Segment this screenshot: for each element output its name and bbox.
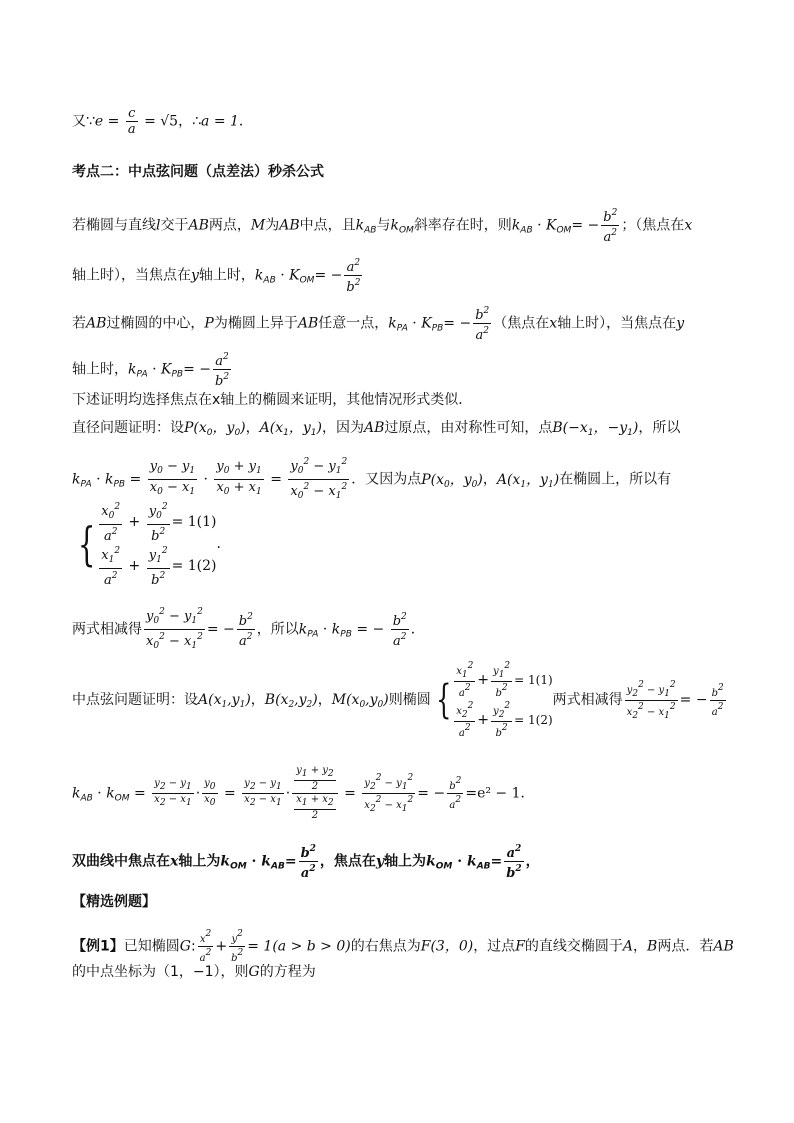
paragraph-1-line-1: 若椭圆与直线l交于AB两点，M为AB中点，且$k_{AB}$与$k_{OM}$斜率存在时，则$k_{AB} \cdot K_{OM}=$ − $\frac{b^2}{a^2}$ ；（焦点在x <box>72 208 693 245</box>
section-heading: 考点二：中点弦问题（点差法）秒杀公式 <box>72 164 324 180</box>
line-eccentricity: 又∵e = $\frac{c}{a}$ = √5，∴a = 1． <box>72 106 253 137</box>
paragraph-4: 直径问题证明：设$P(x_0$，$y_0$)，$A(x_1$，$y_1$)，因为AB过原点，由对称性可知，点$B(-x_1$，$-y_1$)，所以 <box>72 420 681 438</box>
sqrt5: √5 <box>160 113 179 130</box>
paragraph-6: 两式相减得 $\frac{y_0^2 - y_1^2}{x_0^2 - x_1^2}$ = − $\frac{b^2}{a^2}$ ，所以$k_{PA} \cdot k_{PB}$ = − $\frac{b^2}{a^2}$ ． <box>72 605 425 654</box>
paragraph-3: 下述证明均选择焦点在x轴上的椭圆来证明，其他情况形式类似． <box>72 392 473 408</box>
text: ，∴ <box>178 113 202 130</box>
text: 又∵ <box>72 113 95 130</box>
equation-system-1: { $\frac{x_0^2}{a^2}$ + $\frac{y_0^2}{b^2}$ = 1(1) $\frac{x_1^2}{a^2}$ + $\frac{y_1^2}{b^2}$ = 1(2) ． <box>77 502 231 588</box>
fraction-squares: $\frac{y_0^2 - y_1^2}{x_0^2 - x_1^2}$ <box>288 455 349 504</box>
fraction-c-over-a: $\frac{c}{a}$ <box>127 106 136 137</box>
nested-fraction: $\frac{\frac{y1 + y2}{2}}{\frac{x1 + x2}{2}}$ <box>292 765 338 822</box>
paragraph-1-line-2: 轴上时），当焦点在y轴上时，$k_{AB} \cdot K_{OM}=$ − $\frac{a^2}{b^2}$ <box>72 258 361 295</box>
fraction-y0-plus-y1: $\frac{y_0 + y_1}{x_0 + x_1}$ <box>214 459 263 500</box>
paragraph-5: $k_{PA} \cdot k_{PB}$ = $\frac{y_0 - y_1}{x_0 - x_1}$ · $\frac{y_0 + y_1}{x_0 + x_1}$ = $\frac{y_0^2 - y_1^2}{x_0^2 - x_1^2}$ ．又因为点$P(x_0$，$y_0$)，$A(x_1$，$y_1$)在椭圆上，所以有 <box>72 455 671 504</box>
paragraph-9: 双曲线中焦点在x轴上为$k_{OM} \cdot k_{AB}=$ $\frac{b^2}{a^2}$ ，焦点在y轴上为$k_{OM} \cdot k_{AB}=$ $\frac{a^2}{b^2}$ ， <box>72 844 540 881</box>
paragraph-2-line-1: 若AB过椭圆的中心，P为椭圆上异于AB任意一点，$k_{PA} \cdot K_{PB}=$ − $\frac{b^2}{a^2}$ （焦点在x轴上时），当焦点在y <box>72 306 685 343</box>
paragraph-2-line-2: 轴上时，$k_{PA} \cdot K_{PB}=$ − $\frac{a^2}{b^2}$ <box>72 352 230 389</box>
paragraph-7: 中点弦问题证明：设$A(x_1,y_1)$，$B(x_2,y_2)$，$M(x_0,y_0)$则椭圆 { $\frac{x12}{a2}$ + $\frac{y12}{b2}$ = 1(1) $\frac{x22}{a2}$ + $\frac{y22}{b2}$ = 1(2) 两式相减得 $\frac{y22 - y12}{x22 - x12}$ = − $\frac{b2}{a2}$ <box>72 661 724 739</box>
fraction-a2-over-b2: $\frac{a^2}{b^2}$ <box>346 258 361 295</box>
math-e: e <box>94 113 104 130</box>
fraction-b2-over-a2: $\frac{b^2}{a^2}$ <box>603 208 618 245</box>
math-a-eq-1: a = 1 <box>201 113 239 130</box>
fraction-b2-over-a2: $\frac{b^2}{a^2}$ <box>475 306 490 343</box>
example-1-line-2: 的中点坐标为（1，−1），则G的方程为 <box>72 964 316 980</box>
example-1-line-1: 【例1】已知椭圆G: $\frac{x2}{a2}$ + $\frac{y2}{b2}$ = 1(a > b > 0)的右焦点为F(3，0)，过点F的直线交椭圆于A，B两点．若AB <box>72 929 734 964</box>
selected-examples-heading: 【精选例题】 <box>72 894 156 910</box>
fraction-a2-over-b2: $\frac{a^2}{b^2}$ <box>214 352 230 389</box>
fraction-y0-minus-y1: $\frac{y_0 - y_1}{x_0 - x_1}$ <box>148 459 197 500</box>
paragraph-8: $k_{AB} \cdot k_{OM}$ = $\frac{y2 - y1}{x2 - x1}$ · $\frac{y0}{x0}$ = $\frac{y2 - y1}{x2 - x1}$ · $\frac{\frac{y1 + y2}{2}}{\frac{x1 + x2}{2}}$ = $\frac{y22 - y12}{x22 - x12}$ = − $\frac{b2}{a2}$ =e² − 1． <box>72 765 535 821</box>
